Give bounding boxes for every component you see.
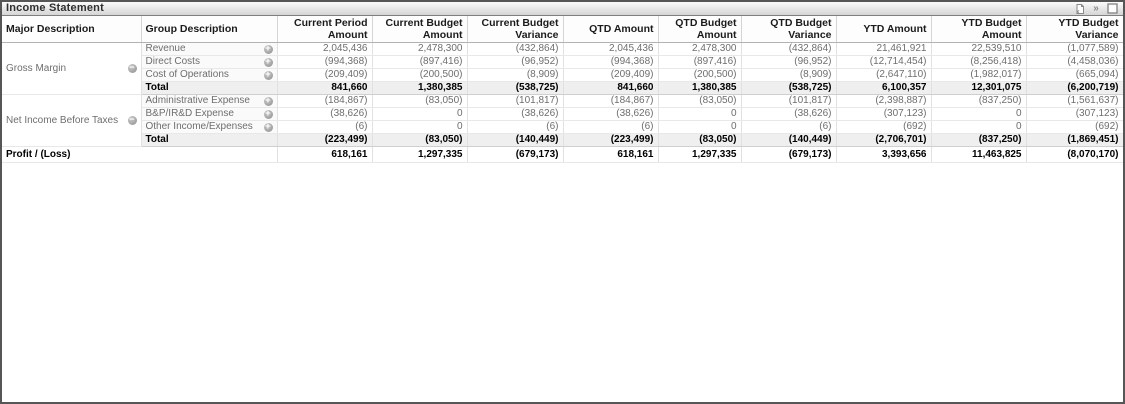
- major-description-label: Net Income Before Taxes: [6, 114, 119, 126]
- group-description-cell: [141, 121, 277, 134]
- col-header-major-description[interactable]: Major Description: [2, 16, 141, 43]
- value-cell: (209,409): [563, 69, 658, 82]
- value-cell: (200,500): [658, 69, 741, 82]
- col-header-qtd-budget-amount[interactable]: QTD Budget Amount: [658, 16, 741, 43]
- group-total-label: Total: [141, 82, 277, 95]
- collapse-icon[interactable]: −: [129, 115, 135, 125]
- value-cell: 0: [658, 108, 741, 121]
- value-cell: (101,817): [467, 95, 563, 108]
- value-cell: 1,297,335: [372, 147, 467, 163]
- group-description-label: Other Income/Expenses: [145, 121, 253, 132]
- maximize-icon[interactable]: [1105, 3, 1119, 15]
- collapse-icon[interactable]: −: [129, 63, 135, 73]
- value-cell: (223,499): [563, 134, 658, 147]
- col-header-ytd-budget-variance[interactable]: YTD Budget Variance: [1026, 16, 1123, 43]
- group-description-cell: [141, 108, 277, 121]
- value-cell: (692): [836, 121, 931, 134]
- value-cell: (6): [277, 121, 372, 134]
- value-cell: (8,256,418): [931, 56, 1026, 69]
- value-cell: (8,070,170): [1026, 147, 1123, 163]
- group-description-label: Revenue: [145, 43, 186, 54]
- value-cell: 1,297,335: [658, 147, 741, 163]
- group-total-row: [2, 82, 1123, 95]
- col-header-current-budget-amount[interactable]: Current Budget Amount: [372, 16, 467, 43]
- value-cell: (6): [741, 121, 836, 134]
- expand-icon[interactable]: +: [265, 56, 271, 67]
- widget-title: Income Statement: [6, 2, 104, 14]
- value-cell: 2,478,300: [658, 43, 741, 56]
- group-total-label: Total: [141, 134, 277, 147]
- value-cell: (38,626): [467, 108, 563, 121]
- expand-icon[interactable]: +: [265, 43, 271, 54]
- col-header-group-description[interactable]: Group Description: [141, 16, 277, 43]
- header-row: [2, 16, 1123, 43]
- value-cell: 0: [372, 121, 467, 134]
- value-cell: (209,409): [277, 69, 372, 82]
- value-cell: (12,714,454): [836, 56, 931, 69]
- value-cell: (538,725): [467, 82, 563, 95]
- major-description-cell: [2, 95, 141, 147]
- value-cell: 22,539,510: [931, 43, 1026, 56]
- value-cell: (8,909): [467, 69, 563, 82]
- value-cell: (4,458,036): [1026, 56, 1123, 69]
- value-cell: (140,449): [741, 134, 836, 147]
- major-description-label: Gross Margin: [6, 62, 67, 74]
- group-description-label: Administrative Expense: [145, 95, 250, 106]
- col-header-current-period-amount[interactable]: Current Period Amount: [277, 16, 372, 43]
- col-header-current-budget-variance[interactable]: Current Budget Variance: [467, 16, 563, 43]
- value-cell: 1,380,385: [658, 82, 741, 95]
- pivot-body: [2, 43, 1123, 163]
- value-cell: (897,416): [658, 56, 741, 69]
- group-description-label: Cost of Operations: [145, 69, 229, 80]
- group-description-cell: [141, 43, 277, 56]
- col-header-ytd-budget-amount[interactable]: YTD Budget Amount: [931, 16, 1026, 43]
- value-cell: (1,869,451): [1026, 134, 1123, 147]
- col-header-qtd-budget-variance[interactable]: QTD Budget Variance: [741, 16, 836, 43]
- value-cell: (679,173): [741, 147, 836, 163]
- group-description-cell: [141, 69, 277, 82]
- value-cell: 0: [931, 121, 1026, 134]
- value-cell: 6,100,357: [836, 82, 931, 95]
- value-cell: 2,045,436: [277, 43, 372, 56]
- group-description-cell: [141, 56, 277, 69]
- value-cell: 12,301,075: [931, 82, 1026, 95]
- expand-icon[interactable]: +: [265, 95, 271, 106]
- value-cell: (83,050): [372, 95, 467, 108]
- group-total-row: [2, 134, 1123, 147]
- value-cell: (994,368): [563, 56, 658, 69]
- value-cell: (665,094): [1026, 69, 1123, 82]
- expand-icon[interactable]: +: [265, 121, 271, 132]
- fast-forward-icon[interactable]: »: [1093, 2, 1099, 14]
- title-bar: [2, 2, 1123, 16]
- value-cell: (432,864): [741, 43, 836, 56]
- group-description-cell: [141, 95, 277, 108]
- value-cell: (184,867): [277, 95, 372, 108]
- value-cell: (432,864): [467, 43, 563, 56]
- detail-row: [2, 108, 1123, 121]
- value-cell: (38,626): [563, 108, 658, 121]
- detail-row: [2, 56, 1123, 69]
- value-cell: (83,050): [658, 134, 741, 147]
- value-cell: 2,045,436: [563, 43, 658, 56]
- value-cell: (307,123): [836, 108, 931, 121]
- value-cell: (538,725): [741, 82, 836, 95]
- major-description-cell: [2, 43, 141, 95]
- value-cell: 0: [931, 108, 1026, 121]
- detail-row: [2, 95, 1123, 108]
- value-cell: (2,398,887): [836, 95, 931, 108]
- value-cell: (2,706,701): [836, 134, 931, 147]
- value-cell: (1,561,637): [1026, 95, 1123, 108]
- value-cell: 21,461,921: [836, 43, 931, 56]
- value-cell: 618,161: [563, 147, 658, 163]
- value-cell: 0: [372, 108, 467, 121]
- value-cell: (83,050): [658, 95, 741, 108]
- value-cell: (38,626): [277, 108, 372, 121]
- value-cell: (6,200,719): [1026, 82, 1123, 95]
- grand-total-label: Profit / (Loss): [2, 147, 277, 163]
- value-cell: (837,250): [931, 95, 1026, 108]
- detail-row: [2, 43, 1123, 56]
- value-cell: (2,647,110): [836, 69, 931, 82]
- detail-row: [2, 69, 1123, 82]
- value-cell: (96,952): [741, 56, 836, 69]
- grand-total-row: [2, 147, 1123, 163]
- col-header-ytd-amount[interactable]: YTD Amount: [836, 16, 931, 43]
- detail-row: [2, 121, 1123, 134]
- value-cell: (679,173): [467, 147, 563, 163]
- value-cell: (6): [563, 121, 658, 134]
- group-description-label: Direct Costs: [145, 56, 200, 67]
- value-cell: (1,982,017): [931, 69, 1026, 82]
- value-cell: (140,449): [467, 134, 563, 147]
- value-cell: (83,050): [372, 134, 467, 147]
- value-cell: (6): [467, 121, 563, 134]
- svg-text:x: x: [1076, 8, 1080, 15]
- value-cell: 841,660: [563, 82, 658, 95]
- value-cell: (184,867): [563, 95, 658, 108]
- value-cell: 618,161: [277, 147, 372, 163]
- value-cell: (38,626): [741, 108, 836, 121]
- value-cell: (96,952): [467, 56, 563, 69]
- value-cell: 11,463,825: [931, 147, 1026, 163]
- value-cell: 0: [658, 121, 741, 134]
- value-cell: 841,660: [277, 82, 372, 95]
- send-to-excel-icon[interactable]: [1073, 3, 1087, 15]
- col-header-qtd-amount[interactable]: QTD Amount: [563, 16, 658, 43]
- expand-icon[interactable]: +: [265, 108, 271, 119]
- income-statement-pivot-table: [2, 16, 1124, 163]
- value-cell: (692): [1026, 121, 1123, 134]
- value-cell: (307,123): [1026, 108, 1123, 121]
- value-cell: (1,077,589): [1026, 43, 1123, 56]
- group-description-label: B&P/IR&D Expense: [145, 108, 234, 119]
- value-cell: 2,478,300: [372, 43, 467, 56]
- value-cell: (101,817): [741, 95, 836, 108]
- value-cell: (8,909): [741, 69, 836, 82]
- value-cell: 3,393,656: [836, 147, 931, 163]
- value-cell: (897,416): [372, 56, 467, 69]
- value-cell: (837,250): [931, 134, 1026, 147]
- value-cell: (223,499): [277, 134, 372, 147]
- value-cell: 1,380,385: [372, 82, 467, 95]
- value-cell: (200,500): [372, 69, 467, 82]
- expand-icon[interactable]: +: [265, 69, 271, 80]
- value-cell: (994,368): [277, 56, 372, 69]
